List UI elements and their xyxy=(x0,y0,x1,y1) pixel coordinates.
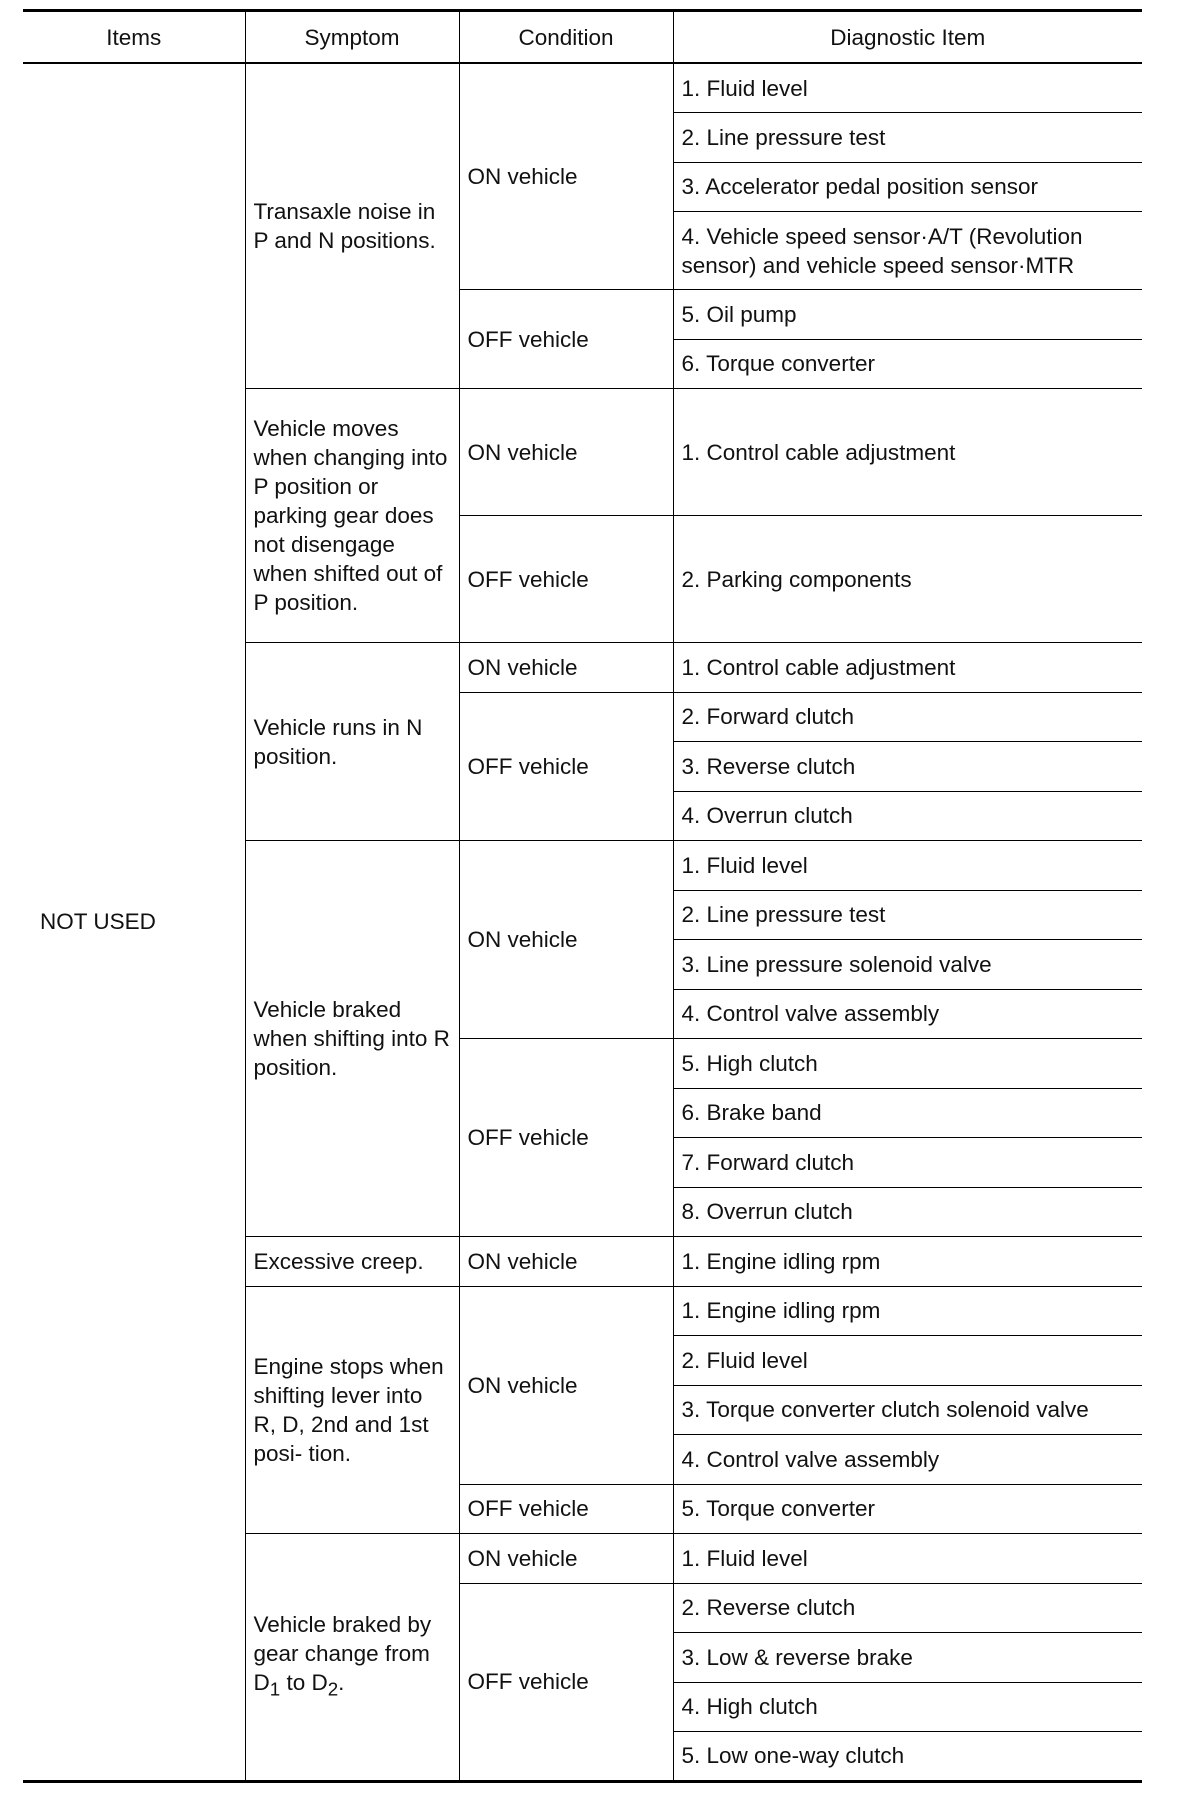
diagnostic-item: 2. Fluid level xyxy=(673,1336,1142,1386)
diagnostic-item: 2. Forward clutch xyxy=(673,692,1142,742)
symptom-cell: Engine stops when shifting lever into R, D, 2nd and 1st posi- tion. xyxy=(245,1286,459,1534)
table-row xyxy=(23,63,1142,113)
diagnostic-item: 5. Oil pump xyxy=(673,290,1142,340)
symptom-cell: Vehicle runs in N position. xyxy=(245,643,459,841)
condition-cell: OFF vehicle xyxy=(459,1039,673,1237)
header-items: Items xyxy=(23,11,245,64)
diagnostic-item: 2. Line pressure test xyxy=(673,113,1142,163)
symptom-cell: Excessive creep. xyxy=(245,1237,459,1287)
diagnostic-item: 1. Control cable adjustment xyxy=(673,389,1142,516)
condition-cell: ON vehicle xyxy=(459,63,673,290)
diagnostic-item: 7. Forward clutch xyxy=(673,1138,1142,1188)
diagnostic-item: 4. Vehicle speed sensor·A/T (Revolution sensor) and vehicle speed sensor·MTR xyxy=(673,212,1142,290)
diagnostic-item: 1. Control cable adjustment xyxy=(673,643,1142,693)
diagnostic-table-container xyxy=(23,9,1142,1783)
diagnostic-item: 5. High clutch xyxy=(673,1039,1142,1089)
diagnostic-item: 1. Fluid level xyxy=(673,841,1142,891)
diagnostic-item: 3. Line pressure solenoid valve xyxy=(673,940,1142,990)
diagnostic-item: 3. Accelerator pedal position sensor xyxy=(673,162,1142,212)
diagnostic-item: 1. Engine idling rpm xyxy=(673,1286,1142,1336)
condition-cell: ON vehicle xyxy=(459,841,673,1039)
condition-cell: ON vehicle xyxy=(459,389,673,516)
condition-cell: OFF vehicle xyxy=(459,692,673,841)
condition-cell: ON vehicle xyxy=(459,1534,673,1584)
diagnostic-item: 5. Low one-way clutch xyxy=(673,1732,1142,1782)
header-diagnostic-item: Diagnostic Item xyxy=(673,11,1142,64)
header-symptom: Symptom xyxy=(245,11,459,64)
diagnostic-item: 1. Engine idling rpm xyxy=(673,1237,1142,1287)
items-cell: NOT USED xyxy=(23,63,245,1781)
diagnostic-item: 5. Torque converter xyxy=(673,1484,1142,1534)
symptom-text-middle: to D xyxy=(280,1670,328,1695)
diagnostic-item: 8. Overrun clutch xyxy=(673,1187,1142,1237)
diagnostic-item: 3. Reverse clutch xyxy=(673,742,1142,792)
diagnostic-item: 6. Brake band xyxy=(673,1088,1142,1138)
diagnostic-item: 2. Parking components xyxy=(673,516,1142,643)
header-condition: Condition xyxy=(459,11,673,64)
diagnostic-item: 2. Reverse clutch xyxy=(673,1583,1142,1633)
condition-cell: ON vehicle xyxy=(459,1237,673,1287)
diagnostic-item: 4. Control valve assembly xyxy=(673,989,1142,1039)
symptom-cell: Vehicle moves when changing into P position or parking gear does not disengage when shifted out of P position. xyxy=(245,389,459,643)
diagnostic-item: 4. Control valve assembly xyxy=(673,1435,1142,1485)
diagnostic-item: 1. Fluid level xyxy=(673,1534,1142,1584)
symptom-subscript-2: 2 xyxy=(327,1678,339,1700)
diagnostic-item: 3. Torque converter clutch solenoid valve xyxy=(673,1385,1142,1435)
diagnostic-table xyxy=(23,9,1142,1783)
diagnostic-item: 4. Overrun clutch xyxy=(673,791,1142,841)
condition-cell: OFF vehicle xyxy=(459,1583,673,1781)
symptom-cell xyxy=(245,1534,459,1782)
diagnostic-item: 2. Line pressure test xyxy=(673,890,1142,940)
symptom-cell: Vehicle braked when shifting into R position. xyxy=(245,841,459,1237)
condition-cell: OFF vehicle xyxy=(459,290,673,389)
symptom-cell: Transaxle noise in P and N positions. xyxy=(245,63,459,389)
diagnostic-item: 6. Torque converter xyxy=(673,339,1142,389)
diagnostic-item: 4. High clutch xyxy=(673,1682,1142,1732)
header-row xyxy=(23,11,1142,64)
condition-cell: ON vehicle xyxy=(459,643,673,693)
diagnostic-item: 3. Low & reverse brake xyxy=(673,1633,1142,1683)
symptom-text-start: Vehicle braked by gear change from D xyxy=(253,1612,432,1695)
symptom-subscript-1: 1 xyxy=(269,1678,281,1700)
diagnostic-item: 1. Fluid level xyxy=(673,63,1142,113)
condition-cell: ON vehicle xyxy=(459,1286,673,1484)
symptom-text-end: . xyxy=(338,1670,345,1695)
condition-cell: OFF vehicle xyxy=(459,516,673,643)
condition-cell: OFF vehicle xyxy=(459,1484,673,1534)
